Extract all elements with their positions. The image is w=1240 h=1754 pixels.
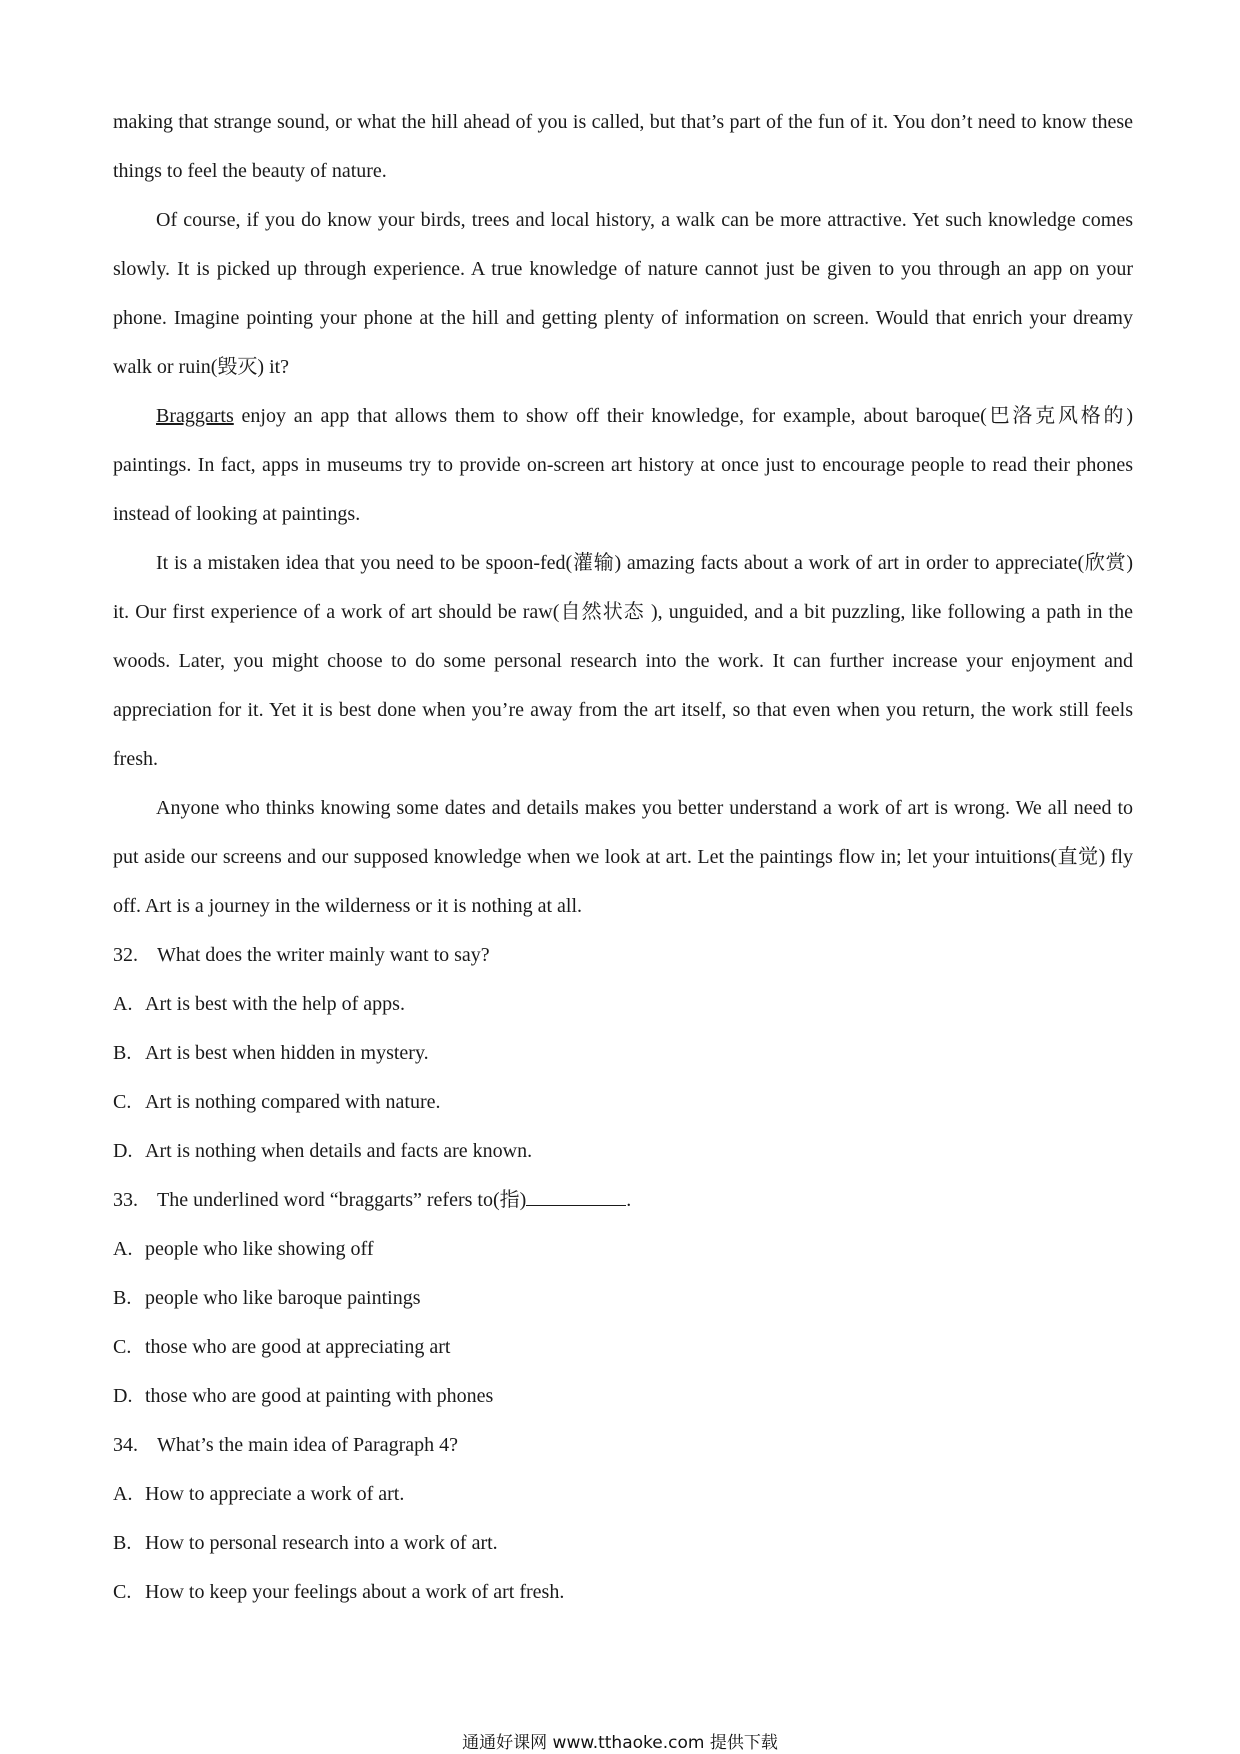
- option-34-b: [113, 1519, 1133, 1568]
- question-stem: The underlined word “braggarts” refers to(指): [157, 1189, 527, 1211]
- passage-paragraph-2: Of course, if you do know your birds, trees and local history, a walk can be more attractive. Yet such knowledge comes slowly. It is picked up through experience. A true knowledge of nature cannot just be given to you through an app on your phone. Imagine pointing your phone at the hill and getting plenty of information on screen. Would that enrich your dreamy walk or ruin(毁灭) it?: [113, 209, 1133, 378]
- option-32-d: [113, 1127, 1133, 1176]
- option-letter: A.: [113, 1483, 133, 1505]
- option-letter: C.: [113, 1091, 132, 1113]
- option-letter: B.: [113, 1287, 132, 1309]
- option-33-a: [113, 1225, 1133, 1274]
- question-number: 33.: [113, 1189, 138, 1211]
- question-32: [113, 931, 1133, 980]
- passage-paragraph-3: [113, 392, 1133, 539]
- passage-paragraph-5: Anyone who thinks knowing some dates and details makes you better understand a work of art is wrong. We all need to put aside our screens and our supposed knowledge when we look at art. Let the paintings flow in; let your intuitions(直觉) fly off. Art is a journey in the wilderness or it is nothing at all.: [113, 797, 1133, 917]
- option-letter: C.: [113, 1336, 132, 1358]
- option-letter: B.: [113, 1532, 132, 1554]
- question-number: 34.: [113, 1434, 138, 1456]
- page-footer: 通通好课网 www.tthaoke.com 提供下载: [462, 1733, 778, 1753]
- option-33-c: [113, 1323, 1133, 1372]
- option-text: Art is best when hidden in mystery.: [145, 1042, 429, 1064]
- page-content: [113, 98, 1133, 1617]
- option-letter: B.: [113, 1042, 132, 1064]
- option-text: How to personal research into a work of art.: [145, 1532, 498, 1554]
- option-text: people who like showing off: [145, 1238, 374, 1260]
- option-33-b: [113, 1274, 1133, 1323]
- option-text: those who are good at painting with phones: [145, 1385, 494, 1407]
- option-text: How to keep your feelings about a work of art fresh.: [145, 1581, 565, 1603]
- option-text: Art is nothing compared with nature.: [145, 1091, 441, 1113]
- passage-paragraph-1: making that strange sound, or what the hill ahead of you is called, but that’s part of the fun of it. You don’t need to know these things to feel the beauty of nature.: [113, 111, 1133, 182]
- option-letter: A.: [113, 993, 133, 1015]
- option-letter: A.: [113, 1238, 133, 1260]
- option-letter: C.: [113, 1581, 132, 1603]
- question-33: [113, 1176, 1133, 1225]
- question-stem-end: .: [626, 1189, 632, 1211]
- option-text: Art is nothing when details and facts are known.: [145, 1140, 533, 1162]
- option-text: How to appreciate a work of art.: [145, 1483, 405, 1505]
- option-text: Art is best with the help of apps.: [145, 993, 405, 1015]
- option-letter: D.: [113, 1140, 133, 1162]
- option-text: people who like baroque paintings: [145, 1287, 421, 1309]
- question-34: [113, 1421, 1133, 1470]
- question-number: 32.: [113, 944, 138, 966]
- option-letter: D.: [113, 1385, 133, 1407]
- question-stem: What does the writer mainly want to say?: [157, 944, 490, 966]
- question-stem: What’s the main idea of Paragraph 4?: [157, 1434, 458, 1456]
- option-32-b: [113, 1029, 1133, 1078]
- option-text: those who are good at appreciating art: [145, 1336, 451, 1358]
- option-32-a: [113, 980, 1133, 1029]
- passage-paragraph-3-text: enjoy an app that allows them to show off their knowledge, for example, about baroque(巴洛克风格的) paintings. In fact, apps in museums try to provide on-screen art history at once just to encourage people to read their phones instead of looking at paintings.: [113, 405, 1133, 525]
- option-34-c: [113, 1568, 1133, 1617]
- option-33-d: [113, 1372, 1133, 1421]
- answer-blank: [526, 1187, 626, 1206]
- underlined-word-braggarts: Braggarts: [156, 405, 234, 427]
- option-32-c: [113, 1078, 1133, 1127]
- option-34-a: [113, 1470, 1133, 1519]
- passage-paragraph-4: It is a mistaken idea that you need to be spoon-fed(灌输) amazing facts about a work of art in order to appreciate(欣赏) it. Our first experience of a work of art should be raw(自然状态 ), unguided, and a bit puzzling, like following a path in the woods. Later, you might choose to do some personal research into the work. It can further increase your enjoyment and appreciation for it. Yet it is best done when you’re away from the art itself, so that even when you return, the work still feels fresh.: [113, 552, 1133, 770]
